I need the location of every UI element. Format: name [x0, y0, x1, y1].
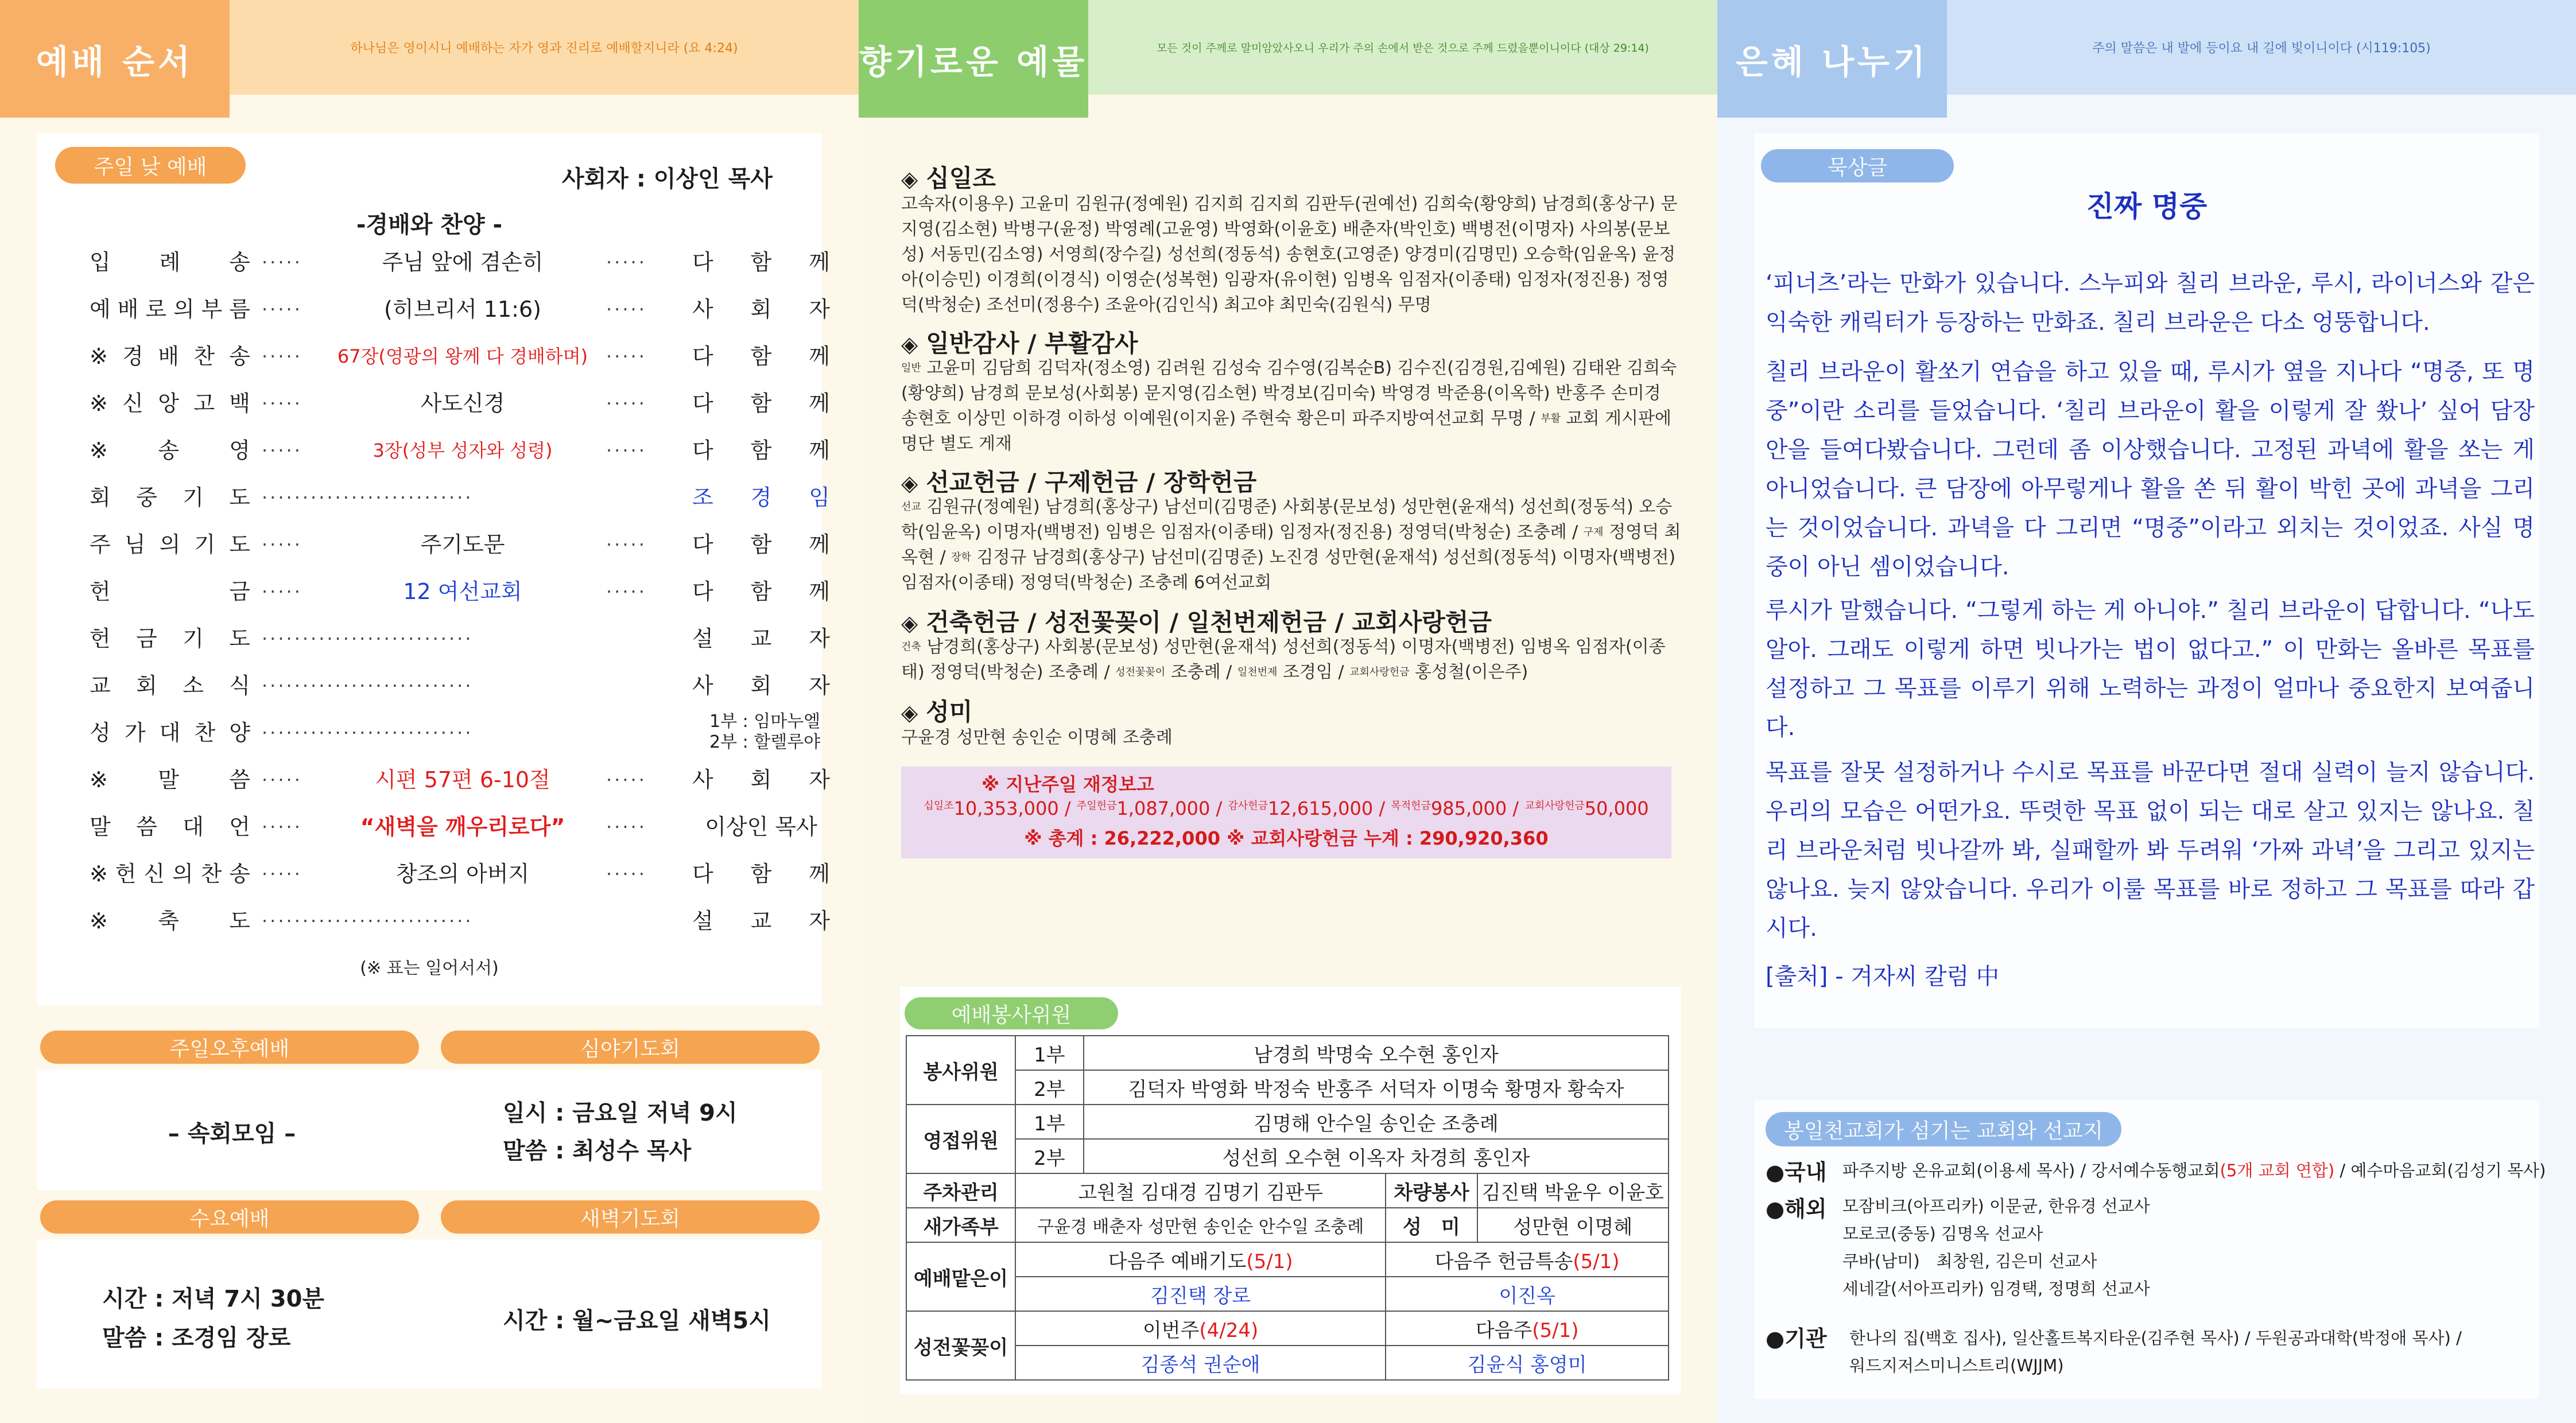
table-header: 성 미 [1386, 1208, 1477, 1242]
order-label: 회 중 기 도 [90, 485, 250, 510]
table-cell: 김윤식 홍영미 [1386, 1346, 1669, 1380]
order-label: 교 회 소 식 [90, 673, 250, 698]
building-names: $^{건축}$ 남경희(홍상구) 사회봉(문보성) 성만현(윤재석) 성선희(정동석) 이명자(백병전) 임병옥 임점자(이종태) 정영덕(박청순) 조충례 / $^{성전꽃꽂이}$ 조충례 / $^{일천번제}$ 조경임 / $^{교회사랑헌금}$ 홍성철(이은주) [901, 637, 1666, 682]
order-content: 시편 57편 6-10절 [375, 767, 550, 792]
rice-offering-names: 구윤경 성만현 송인순 이명혜 조충례 [901, 728, 1173, 748]
friday-prayer-pill: 심야기도회 [441, 1031, 820, 1064]
table-header: 새가족부 [906, 1208, 1015, 1242]
finance-report [901, 767, 1671, 858]
diamond-bullet-icon: ◈ [901, 332, 918, 357]
order-row [90, 290, 830, 328]
table-header: 영접위원 [906, 1105, 1015, 1173]
order-row [90, 667, 830, 705]
standing-footnote: (※ 표는 일어서서) [360, 958, 499, 978]
leader-dots: ····· [606, 298, 647, 320]
table-header: 차량봉사 [1386, 1173, 1477, 1208]
order-row [90, 711, 821, 752]
table-cell: 구윤경 배춘자 성만현 송인순 안수일 조충례 [1015, 1208, 1386, 1242]
table-cell: 1부 [1015, 1105, 1084, 1139]
header-verse: 모든 것이 주께로 말미암았사오니 우리가 주의 손에서 받은 것으로 주께 드렸을뿐이니이다 (대상 29:14) [1157, 42, 1649, 55]
order-leader: 다 함 께 [692, 250, 830, 275]
order-row [90, 761, 830, 799]
leader-dots: ····· [606, 863, 647, 885]
table-cell: 이진옥 [1386, 1277, 1669, 1311]
table-cell: 남경희 박명숙 오수현 홍인자 [1084, 1036, 1669, 1070]
leader-dots: ····· [262, 298, 302, 320]
wednesday-time: 시간 : 저녁 7시 30분 [102, 1286, 325, 1312]
table-cell: 성선희 오수현 이옥자 차경희 홍인자 [1084, 1139, 1669, 1173]
offerings-panel [859, 0, 1717, 1423]
volunteers-pill: 예배봉사위원 [905, 997, 1118, 1029]
order-content: “새벽을 깨우리로다” [360, 814, 565, 839]
table-header: 주차관리 [906, 1173, 1015, 1208]
order-leader: 이상인 목사 [705, 814, 817, 839]
paragraph-2: 칠리 브라운이 활쏘기 연습을 하고 있을 때, 루시가 옆을 지나다 “명중, 또 명중”이란 소리를 들었습니다. ‘칠리 브라운이 활을 이렇게 잘 쐈나’ 싶어 담장 안을 들여다봤습니다. 그런데 좀 이상했습니다. 고정된 과녁에 활을 쏘는 게 아니었습니다. 큰 담장에 아무렇게나 활을 쏜 뒤 활이 박힌 곳에 과녁을 그리는 것이었습니다. 과녁을 다 그리면 “명중”이라고 외치는 것이었죠. 사실 명중이 아닌 셈이었습니다. [1766, 359, 2535, 580]
table-cell: 2부 [1015, 1139, 1084, 1173]
leader-dots: ····· [262, 345, 302, 367]
order-label: 말 씀 대 언 [90, 814, 250, 839]
order-label: ※ 헌 신 의 찬 송 [90, 861, 250, 887]
order-leader: 사 회 자 [692, 767, 830, 792]
weekday-card [37, 1239, 822, 1389]
institution-label: ●기관 [1766, 1326, 1827, 1351]
general-thanks-title: ◈ 일반감사 / 부활감사 [901, 329, 1138, 357]
leader-dots: ····· [606, 581, 647, 602]
order-label: 입 례 송 [90, 250, 250, 275]
sunday-service-card [37, 133, 830, 1005]
order-leader: 다 함 께 [692, 438, 830, 463]
wednesday-speaker: 말씀 : 조경임 장로 [102, 1325, 291, 1351]
table-cell: 성만현 이명혜 [1477, 1208, 1669, 1242]
domestic-label: ●국내 [1766, 1160, 1827, 1185]
order-label: 예 배 로 의 부 름 [90, 297, 250, 322]
leader-dots: ····· [606, 769, 647, 791]
leader-dots: ·························· [262, 910, 474, 932]
diamond-bullet-icon: ◈ [901, 611, 918, 636]
friday-speaker: 말씀 : 최성수 목사 [503, 1138, 692, 1164]
finance-total: ※ 총계 : 26,222,000 ※ 교회사랑헌금 누계 : 290,920,360 [1024, 827, 1549, 849]
institution-line: 한나의 집(백호 집사), 일산홀트복지타운(김주현 목사) / 두원공과대학(박정애 목사) / [1849, 1328, 2462, 1348]
order-content: 주님 앞에 겸손히 [382, 250, 544, 275]
order-leader: 다 함 께 [692, 532, 830, 557]
order-row [90, 479, 830, 516]
order-leader: 다 함 께 [692, 344, 830, 369]
diamond-bullet-icon: ◈ [901, 166, 918, 192]
volunteers-table [906, 1035, 1669, 1381]
header-verse: 하나님은 영이시니 예배하는 자가 영과 진리로 예배할지니라 (요 4:24) [350, 41, 738, 56]
order-content: 67장(영광의 왕께 다 경배하며) [337, 345, 588, 367]
sunday-afternoon-pill: 주일오후예배 [40, 1031, 419, 1064]
order-content: 3장(성부 성자와 성령) [373, 440, 553, 461]
order-leader: 사 회 자 [692, 673, 830, 698]
leader-dots: ····· [606, 816, 647, 838]
table-cell: 김진택 장로 [1015, 1277, 1386, 1311]
table-cell: 고원철 김대경 김명기 김판두 [1015, 1173, 1386, 1208]
dawn-prayer-pill: 새벽기도회 [441, 1200, 820, 1234]
overseas-line: 모잠비크(아프리카) 이문균, 한유경 선교사 [1842, 1196, 2150, 1216]
order-row [90, 384, 830, 422]
order-label: ※ 신 앙 고 백 [90, 391, 250, 416]
header-verse: 주의 말씀은 내 발에 등이요 내 길에 빛이니이다 (시119:105) [2092, 41, 2431, 56]
mission-title: ◈ 선교헌금 / 구제헌금 / 장학헌금 [901, 468, 1257, 496]
volunteers-card [900, 987, 1681, 1394]
cell-meeting: – 속회모임 – [168, 1121, 296, 1147]
leader-dots: ·························· [262, 722, 474, 744]
order-leader: 설 교 자 [692, 908, 830, 934]
table-cell: 1부 [1015, 1036, 1084, 1070]
leader-dots: ····· [606, 251, 647, 273]
tithe-title: ◈ 십일조 [901, 164, 996, 192]
order-label: 성 가 대 찬 양 [90, 720, 250, 745]
leader-dots: ·························· [262, 487, 474, 508]
leader-dots: ····· [262, 581, 302, 602]
leader-dots: ····· [606, 440, 647, 461]
order-content: 창조의 아버지 [395, 861, 530, 887]
header-tab: 예배 순서 [0, 0, 230, 118]
order-content: 사도신경 [420, 391, 505, 416]
domestic-churches: 파주지방 온유교회(이용세 목사) / 강서예수동행교회(5개 교회 연합) / 예수마음교회(김성기 목사) [1842, 1161, 2546, 1180]
finance-items: $^{십일조}$10,353,000 / $^{주일헌금}$1,087,000 / $^{감사헌금}$12,615,000 / $^{목적헌금}$985,000 / $^{교회사랑헌금}$50,000 [924, 798, 1649, 819]
building-title: ◈ 건축헌금 / 성전꽃꽂이 / 일천번제헌금 / 교회사랑헌금 [901, 608, 1492, 636]
order-label: ※ 말 씀 [90, 767, 250, 792]
order-row [90, 431, 830, 469]
leader-dots: ····· [262, 863, 302, 885]
leader-dots: ····· [262, 816, 302, 838]
presider: 사회자 : 이상인 목사 [562, 166, 773, 192]
overseas-line: 모로코(중동) 김명옥 선교사 [1842, 1224, 2043, 1243]
table-cell: 김명해 안수일 송인순 조충례 [1084, 1105, 1669, 1139]
leader-dots: ·························· [262, 628, 474, 650]
order-leader: 다 함 께 [692, 861, 830, 887]
order-leader: 사 회 자 [692, 297, 830, 322]
leader-dots: ····· [262, 440, 302, 461]
table-cell: 2부 [1015, 1070, 1084, 1105]
overseas-line: 세네갈(서아프리카) 임경택, 정명희 선교사 [1842, 1279, 2150, 1298]
leader-dots: ····· [606, 392, 647, 414]
sharing-panel [1717, 0, 2576, 1423]
header-tab: 은혜 나누기 [1717, 0, 1947, 118]
meditation-pill: 묵상글 [1761, 149, 1954, 182]
section-heading: -경배와 찬양 - [356, 212, 503, 238]
friday-time: 일시 : 금요일 저녁 9시 [503, 1100, 738, 1126]
table-cell: 이번주(4/24) [1015, 1311, 1386, 1346]
header-tab: 향기로운 예물 [859, 0, 1088, 118]
order-row [90, 243, 830, 281]
order-content: 주기도문 [420, 532, 505, 557]
order-label: ※ 경 배 찬 송 [90, 344, 250, 369]
order-label: ※ 축 도 [90, 908, 250, 934]
afternoon-card [37, 1070, 822, 1190]
order-label: ※ 송 영 [90, 438, 250, 463]
order-label: 주 님 의 기 도 [90, 532, 250, 557]
order-row [90, 902, 830, 940]
dawn-time: 시간 : 월~금요일 새벽5시 [503, 1308, 771, 1334]
order-row [90, 808, 817, 846]
table-cell: 김덕자 박영화 박정숙 반홍주 서덕자 이명숙 황명자 황숙자 [1084, 1070, 1669, 1105]
order-label: 헌 금 기 도 [90, 626, 250, 651]
order-row [90, 620, 830, 658]
leader-dots: ····· [606, 345, 647, 367]
table-header: 성전꽃꽂이 [906, 1311, 1015, 1380]
order-content: (히브리서 11:6) [384, 297, 541, 322]
paragraph-1: ‘피너츠’라는 만화가 있습니다. 스누피와 칠리 브라운, 루시, 라이너스와 같은 익숙한 캐릭터가 등장하는 만화죠. 칠리 브라운은 다소 엉뚱합니다. [1766, 270, 2535, 336]
overseas-line: 쿠바(남미) 최창원, 김은미 선교사 [1842, 1251, 2097, 1271]
sunday-service-pill: 주일 낮 예배 [55, 147, 246, 184]
wednesday-service-pill: 수요예배 [40, 1200, 419, 1234]
paragraph-4: 목표를 잘못 설정하거나 수시로 목표를 바꾼다면 절대 실력이 늘지 않습니다. 우리의 모습은 어떤가요. 뚜렷한 목표 없이 되는 대로 살고 있지는 않나요. 칠리 브라운처럼 빗나갈까 봐, 실패할까 봐 두려워 ‘가짜 과녁’을 그리고 있지는 않나요. 늦지 않았습니다. 우리가 이룰 목표를 바로 정하고 그 목표를 따라 갑시다. [1766, 759, 2535, 942]
leader-dots: ····· [262, 534, 302, 555]
leader-dots: ····· [262, 769, 302, 791]
table-cell: 김종석 권순애 [1015, 1346, 1386, 1380]
diamond-bullet-icon: ◈ [901, 700, 918, 725]
leader-dots: ····· [606, 534, 647, 555]
leader-dots: ·························· [262, 675, 474, 697]
order-leader: 설 교 자 [692, 626, 830, 651]
general-thanks-names: $^{일반}$ 고윤미 김담희 김덕자(정소영) 김려원 김성숙 김수영(김복순B) 김수진(김경원,김예원) 김태완 김희숙(황양희) 남경희 문보성(사회봉) 문지영(김소현) 박경보(김미숙) 박영경 박준용(이옥학) 반홍주 손미경 송현호 이상민 이하경 이하성 이예원(이지윤) 주현숙 황은미 파주지방여선교회 무명 / $^{부활}$ 교회 게시판에 명단 별도 게재 [901, 358, 1677, 454]
rice-offering-title: ◈ 성미 [901, 698, 973, 726]
order-leader: 다 함 께 [692, 391, 830, 416]
table-cell: 다음주 헌금특송(5/1) [1386, 1242, 1669, 1277]
order-row [90, 855, 830, 893]
order-leader: 1부 : 임마누엘 2부 : 할렐루야 [709, 711, 821, 752]
leader-dots: ····· [262, 251, 302, 273]
mission-names: $^{선교}$ 김원규(정예원) 남경희(홍상구) 남선미(김명준) 사회봉(문보성) 성만현(윤재석) 성선희(정동석) 오승학(임윤옥) 이명자(백병전) 임병은 임점자(이종태) 임정자(정진용) 정영덕(박청순) 조충례 / $^{구제}$ 정영덕 최옥현 / $^{장학}$ 김정규 남경희(홍상구) 남선미(김명준) 노진경 성만현(윤재석) 성선희(정동석) 이명자(백병전) 임점자(이종태) 정영덕(박청순) 조충례 6여선교회 [901, 497, 1681, 593]
table-cell: 김진택 박윤우 이윤호 [1477, 1173, 1669, 1208]
finance-report-title: ※ 지난주일 재정보고 [981, 773, 1154, 795]
order-leader: 다 함 께 [692, 579, 830, 604]
source: [출처] - 겨자씨 칼럼 中 [1766, 963, 1999, 990]
table-cell: 다음주(5/1) [1386, 1311, 1669, 1346]
order-row [90, 573, 830, 611]
order-row [90, 526, 830, 563]
order-label: 헌 금 [90, 579, 250, 604]
leader-dots: ····· [262, 392, 302, 414]
worship-order-panel [0, 0, 859, 1423]
overseas-label: ●해외 [1766, 1196, 1827, 1222]
diamond-bullet-icon: ◈ [901, 471, 918, 496]
tithe-names: 고속자(이용우) 고윤미 김원규(정예원) 김지희 김지희 김판두(권예선) 김희숙(황양희) 남경희(홍상구) 문지영(김소현) 박병구(윤정) 박영례(고윤영) 박영화(이윤호) 배춘자(박인호) 백병전(이명자) 사의봉(문보성) 서동민(김소영) 서영희(장수길) 성선희(정동석) 송현호(고영준) 양경미(김명민) 오승학(임윤옥) 윤정아(이승민) 이경희(이경식) 이영순(성복현) 임광자(유이현) 임병옥 임점자(이종태) 임정자(정진용) 정영덕(박청순) 조선미(정용수) 조윤아(김인식) 최고야 최민숙(김원식) 무명 [901, 194, 1678, 315]
institution-line: 워드지저스미니스트리(WJJM) [1849, 1356, 2064, 1375]
table-cell: 다음주 예배기도(5/1) [1015, 1242, 1386, 1277]
table-header: 봉사위원 [906, 1036, 1015, 1105]
paragraph-3: 루시가 말했습니다. “그렇게 하는 게 아니야.” 칠리 브라운이 답합니다. “나도 알아. 그래도 이렇게 하면 빗나가는 법이 없다고.” 이 만화는 올바른 목표를 설정하고 그 목표를 이루기 위해 노력하는 과정이 얼마나 중요한지 보여줍니다. [1766, 597, 2535, 741]
table-header: 예배맡은이 [906, 1242, 1015, 1311]
order-leader: 조 경 임 [692, 485, 830, 510]
meditation-title: 진짜 명중 [2086, 190, 2208, 223]
missions-pill: 봉일천교회가 섬기는 교회와 선교지 [1766, 1112, 2121, 1146]
order-row [90, 337, 830, 375]
order-content: 12 여선교회 [403, 579, 522, 604]
